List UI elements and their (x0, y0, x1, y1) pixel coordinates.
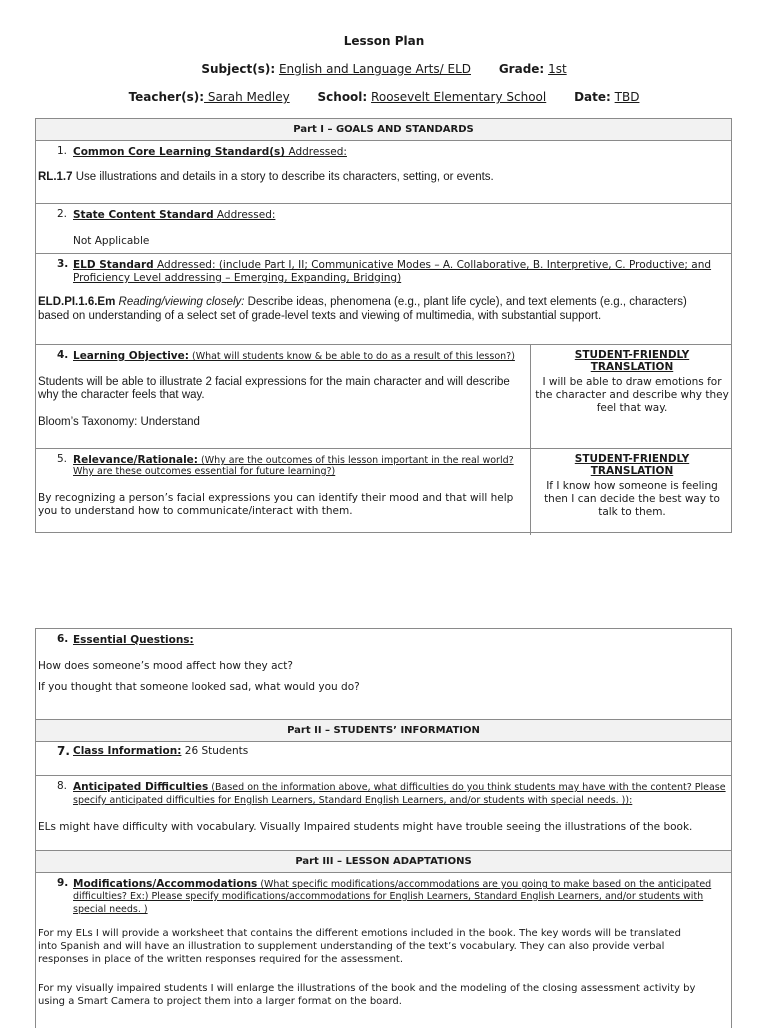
section-number: 2. (57, 208, 68, 220)
sft-text: If I know how someone is feeling (546, 480, 718, 492)
difficulties-text: ELs might have difficulty with vocabulary. Visually Impaired students might have trouble seeing the illustrations of the book. (38, 821, 693, 833)
section-relevance: 5. Relevance/Rationale: (Why are the outcomes of this lesson important in the real world? Why are these outcomes essential for future learning?) By recognizing a person’s facial expressions you can identify their mood and that will help you to understand how to communicate/interact with them. STUDENT-FRIENDLY TRANSLATION If I know how someone is feeling then I can decide the best way to talk to them. (36, 449, 731, 535)
date-label: Date: (574, 90, 611, 104)
part2-band: Part II – STUDENTS’ INFORMATION (36, 720, 731, 742)
relevance-text: By recognizing a person’s facial expressions you can identify their mood and that will help (38, 492, 514, 504)
learning-objective-text: Students will be able to illustrate 2 facial expressions for the main character and will describe (38, 376, 510, 388)
teacher-value: Sarah Medley (204, 90, 290, 104)
part2-table (35, 628, 732, 1028)
modifications-text: For my visually impaired students I will enlarge the illustrations of the book and the modeling of the closing assessment activity by (38, 983, 696, 994)
modifications-title: Modifications/Accommodations (73, 878, 258, 890)
blooms-taxonomy: Bloom’s Taxonomy: Understand (38, 416, 200, 428)
subject-line (0, 62, 768, 76)
class-info-title: Class Information: (73, 745, 182, 757)
section-number: 4. (57, 349, 69, 361)
essential-questions-title: Essential Questions: (73, 634, 194, 646)
relevance-title: Relevance/Rationale: (73, 454, 198, 466)
sft-text: I will be able to draw emotions for (542, 376, 722, 388)
section-class-info (36, 742, 731, 776)
page-title: Lesson Plan (343, 34, 425, 48)
section-essential-questions (36, 629, 731, 720)
sft-title: STUDENT-FRIENDLY TRANSLATION (574, 453, 690, 477)
section-learning-objective: 4. Learning Objective: (What will students know & be able to do as a result of this lesson?) Students will be able to illustrate 2 facial expressions for the main character and will describe why the character feels that way. Bloom’s Taxonomy: Understand STUDENT-FRIENDLY TRANSLATION I will be able to draw emotions for the character and describe why they feel that way. (36, 345, 731, 449)
section-number: 6. (57, 633, 69, 645)
part3-band: Part III – LESSON ADAPTATIONS (36, 851, 731, 873)
subject-value: English and Language Arts/ ELD (278, 62, 471, 76)
part1-band: Part I – GOALS AND STANDARDS (36, 119, 731, 141)
teacher-line (0, 90, 768, 104)
part1-table (35, 118, 732, 533)
section-number: 9. (57, 877, 69, 889)
teacher-label: Teacher(s): (128, 90, 205, 104)
section-modifications: 9. Modifications/Accommodations (What specific modifications/accommodations are you going to make based on the anticipated difficulties? Ex:) Please specify modifications/accommodations for English Learners, Standard English Learners, and/or students with special needs. ) For my ELs I will provide a worksheet that contains the different emotions included in the book. The key words will be translated into Spanish and will have an illustration to supplement understanding of the text’s vocabulary. They can also provide verbal responses in place of the written responses required for the assessment. For my visually impaired students I will enlarge the illustrations of the book and the modeling of the closing assessment activity by using a Smart Camera to project them into a larger format on the board. (38, 877, 712, 1007)
school-value: Roosevelt Elementary School (371, 90, 547, 104)
grade-label: Grade: (498, 62, 545, 76)
date-value: TBD (614, 90, 640, 104)
subject-label: Subject(s): (201, 62, 276, 76)
section-number: 5. (57, 453, 68, 465)
modifications-text: For my ELs I will provide a worksheet that contains the different emotions included in the book. The key words will be translated (38, 928, 681, 939)
section-number: 3. (57, 258, 69, 270)
eld-standard-text: ELD.PI.1.6.Em Reading/viewing closely: Describe ideas, phenomena (e.g., plant life cycle), and text elements (e.g., characters) (38, 296, 687, 308)
essential-question: How does someone’s mood affect how they act? (38, 660, 293, 672)
learning-objective-title: Learning Objective: (73, 350, 189, 362)
section-number: 8. (57, 780, 68, 792)
section-anticipated-difficulties: 8. Anticipated Difficulties (Based on the information above, what difficulties do you think students may have with the content? Please specify anticipated difficulties for English Learners, Standard English Learners, and/or students with special needs. )): ELs might have difficulty with vocabulary. Visually Impaired students might have trouble seeing the illustrations of the book. (36, 776, 731, 851)
essential-question: If you thought that someone looked sad, what would you do? (38, 681, 360, 693)
ccls-standard: RL.1.7 Use illustrations and details in a story to describe its characters, setting, or events. (38, 171, 494, 183)
difficulties-title: Anticipated Difficulties (73, 781, 209, 793)
grade-value: 1st (548, 62, 567, 76)
section-state-standard: 2. State Content Standard Addressed: Not Applicable (36, 204, 731, 254)
section-number: 1. (57, 145, 68, 157)
sft-title: STUDENT-FRIENDLY TRANSLATION (574, 349, 690, 373)
eld-standard-title: ELD Standard (73, 259, 154, 271)
section-ccls: 1. Common Core Learning Standard(s) Addressed: RL.1.7 Use illustrations and details in a story to describe its characters, setting, or events. (36, 141, 731, 204)
school-label: School: (317, 90, 368, 104)
ccls-title: Common Core Learning Standard(s) (73, 146, 286, 158)
state-standard-value: Not Applicable (73, 235, 150, 247)
section-number: 7. (57, 744, 70, 758)
section-eld-standard: 3. ELD Standard Addressed: (include Part I, II; Communicative Modes – A. Collaborative, B. Interpretive, C. Productive; and Proficiency Level addressing – Emerging, Expanding, Bridging) ELD.PI.1.6.Em Reading/viewing closely: Describe ideas, phenomena (e.g., plant life cycle), and text elements (e.g., characters) based on understanding of a select set of grade-level texts and viewing of multimedia, with substantial support. (36, 254, 731, 345)
state-standard-title: State Content Standard (73, 209, 214, 221)
class-info-value: 26 Students (181, 745, 249, 757)
